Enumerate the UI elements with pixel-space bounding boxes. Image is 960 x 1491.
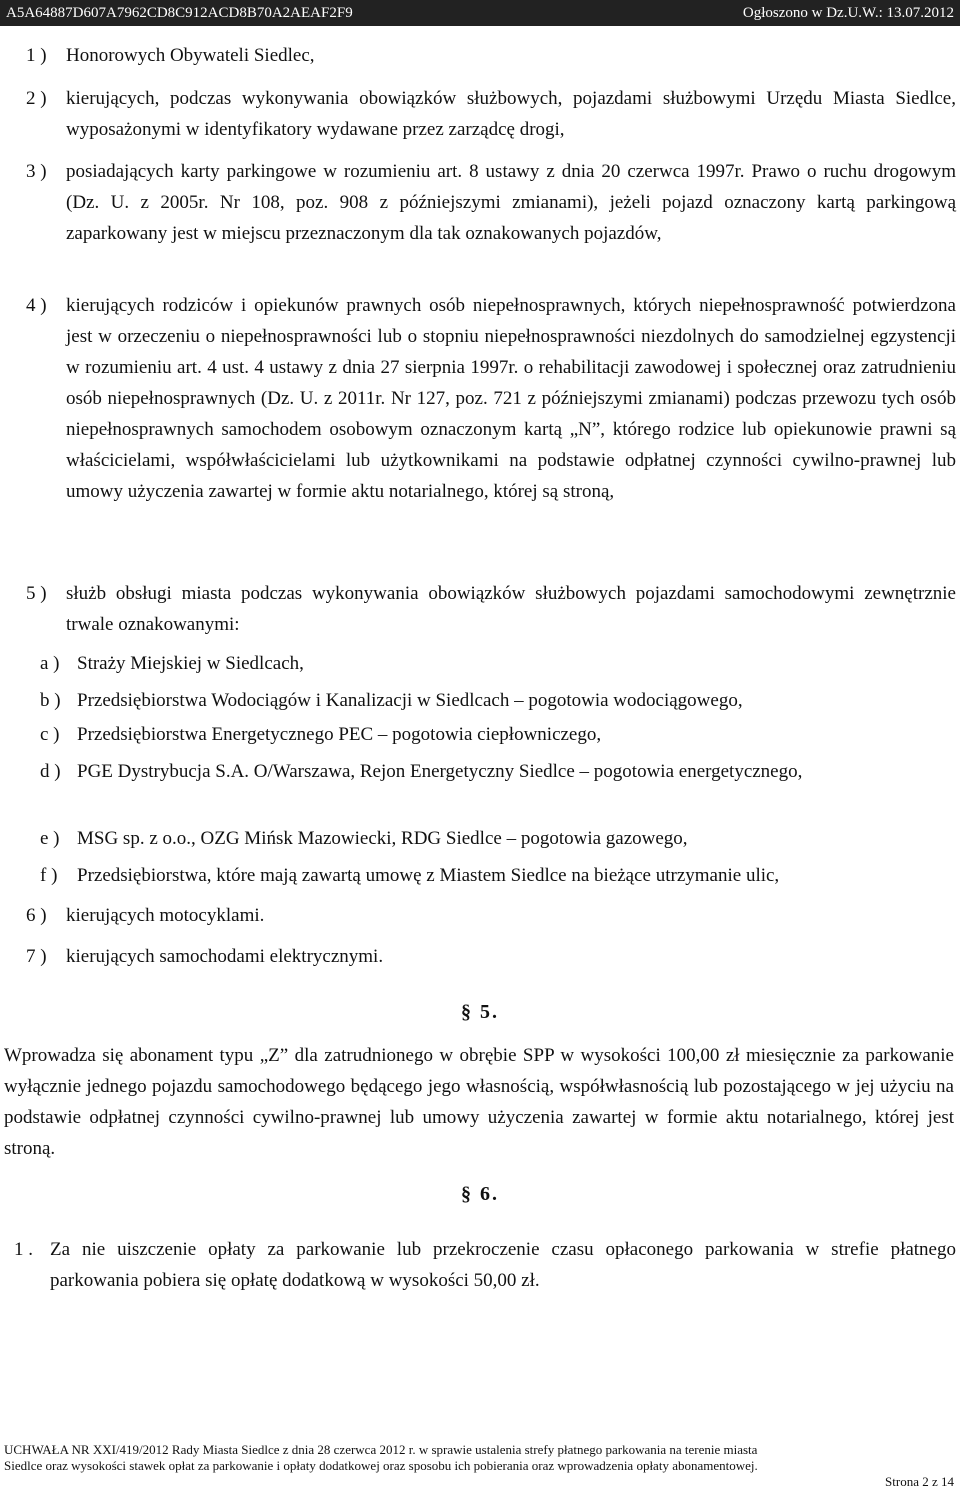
sub-list-item [40, 756, 956, 787]
list-item-text: Przedsiębiorstwa Energetycznego PEC – pogotowia ciepłowniczego, [77, 724, 602, 745]
document-id: A5A64887D607A7962CD8C912ACD8B70A2AEAF2F9 [6, 5, 353, 21]
list-item [26, 290, 956, 507]
list-marker: 7 ) [26, 946, 47, 967]
list-item-text: kierujących samochodami elektrycznymi. [66, 946, 384, 967]
page-number: Strona 2 z 14 [885, 1474, 954, 1489]
list-marker: 3 ) [26, 161, 47, 182]
sub-list-item [40, 685, 956, 716]
list-item-text: kierujących motocyklami. [66, 905, 265, 926]
list-item [26, 578, 956, 640]
list-item [26, 156, 956, 249]
section-6-item [14, 1234, 956, 1296]
sub-list-item [40, 648, 956, 679]
list-item-text: MSG sp. z o.o., OZG Mińsk Mazowiecki, RDG Siedlce – pogotowia gazowego, [77, 828, 688, 849]
list-marker: c ) [40, 724, 60, 745]
sub-list-item [40, 719, 956, 750]
list-item-text: Przedsiębiorstwa, które mają zawartą umowę z Miastem Siedlce na bieżące utrzymanie ulic, [77, 865, 780, 886]
list-item-text: kierujących rodziców i opiekunów prawnych osób niepełnosprawnych, których niepełnosprawność potwierdzona jest w orzeczeniu o niepełnosprawności lub o stopniu niepełnosprawności niezdolnych do samodzielnej egzystencji w rozumieniu art. 4 ust. 4 ustawy z dnia 27 sierpnia 1997r. o rehabilitacji zawodowej i społecznej oraz zatrudnieniu osób niepełnosprawnych (Dz. U. z 2011r. Nr 127, poz. 721 z późniejszymi zmianami) podczas przewozu tych osób niepełnosprawnych samochodem osobowym oznaczonym kartą „N”, którego rodzice lub opiekunowie prawni są właścicielami, współwłaścicielami lub użytkownikami na podstawie odpłatnej czynności cywilno-prawnej lub umowy użyczenia zawartej w formie aktu notarialnego, której są stroną, [66, 295, 956, 502]
section-5-paragraph: Wprowadza się abonament typu „Z” dla zatrudnionego w obrębie SPP w wysokości 100,00 zł miesięcznie za parkowanie wyłącznie jednego pojazdu samochodowego będącego jego własnością, współwłasnością lub pozostającego w jej użyciu na podstawie odpłatnej czynności cywilno-prawnej lub umowy użyczenia zawartej w formie aktu notarialnego, której jest stroną. [4, 1045, 954, 1159]
list-marker: a ) [40, 653, 60, 674]
list-item [26, 40, 956, 71]
list-item-text: PGE Dystrybucja S.A. O/Warszawa, Rejon Energetyczny Siedlce – pogotowia energetycznego, [77, 761, 803, 782]
list-marker: d ) [40, 761, 61, 782]
list-item [26, 941, 956, 972]
list-marker: 5 ) [26, 583, 47, 604]
list-item [26, 900, 956, 931]
list-item-text: Przedsiębiorstwa Wodociągów i Kanalizacji w Siedlcach – pogotowia wodociągowego, [77, 690, 743, 711]
section-6-item-text: Za nie uiszczenie opłaty za parkowanie lub przekroczenie czasu opłaconego parkowania w strefie płatnego parkowania pobiera się opłatę dodatkową w wysokości 50,00 zł. [50, 1239, 956, 1291]
list-marker: 2 ) [26, 88, 47, 109]
list-marker: e ) [40, 828, 60, 849]
list-marker: 1 ) [26, 45, 47, 66]
sub-list-item [40, 823, 956, 854]
section-5-heading: § 5. [461, 1001, 499, 1023]
section-6-heading: § 6. [461, 1183, 499, 1205]
list-marker: 1 . [14, 1239, 33, 1260]
list-item-text: służb obsługi miasta podczas wykonywania obowiązków służbowych pojazdami samochodowymi zewnętrznie trwale oznakowanymi: [66, 583, 956, 635]
list-item [26, 83, 956, 145]
footer-line-2: Siedlce oraz wysokości stawek opłat za parkowanie i opłaty dodatkowej oraz sposobu ich pobierania oraz wprowadzenia opłaty abonamentowej. [4, 1458, 758, 1473]
list-item-text: Straży Miejskiej w Siedlcach, [77, 653, 304, 674]
list-item-text: kierujących, podczas wykonywania obowiązków służbowych, pojazdami służbowymi Urzędu Miasta Siedlce, wyposażonymi w identyfikatory wydawane przez zarządcę drogi, [66, 88, 956, 140]
list-item-text: posiadających karty parkingowe w rozumieniu art. 8 ustawy z dnia 20 czerwca 1997r. Prawo o ruchu drogowym (Dz. U. z 2005r. Nr 108, poz. 908 z późniejszymi zmianami), jeżeli pojazd oznaczony kartą parkingową zaparkowany jest w miejscu przeznaczonym dla tak oznakowanych pojazdów, [66, 161, 956, 244]
footer-line-1: UCHWAŁA NR XXI/419/2012 Rady Miasta Siedlce z dnia 28 czerwca 2012 r. w sprawie ustalenia strefy płatnego parkowania na terenie miasta [4, 1442, 758, 1457]
list-marker: f ) [40, 865, 58, 886]
publication-date: Ogłoszono w Dz.U.W.: 13.07.2012 [742, 5, 954, 21]
sub-list-item [40, 860, 956, 891]
list-marker: b ) [40, 690, 61, 711]
list-marker: 6 ) [26, 905, 47, 926]
document-header-bar [0, 0, 960, 26]
list-item-text: Honorowych Obywateli Siedlec, [66, 45, 315, 66]
list-marker: 4 ) [26, 295, 47, 316]
